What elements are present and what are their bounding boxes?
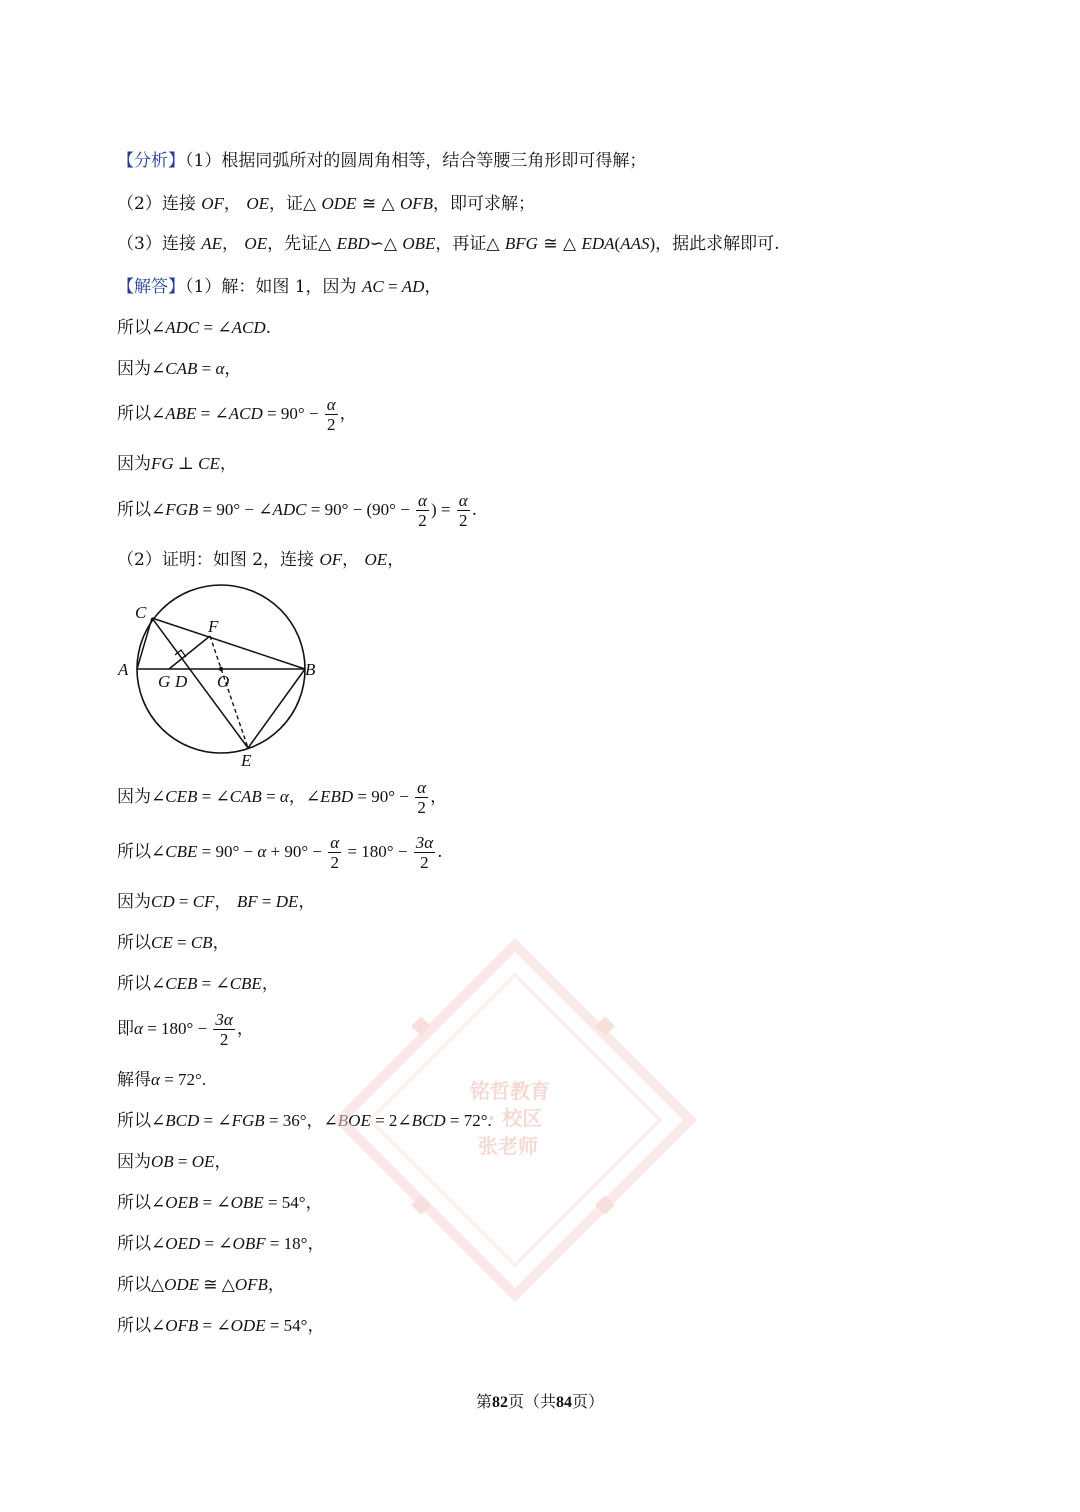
solution-line-15: 所以∠BCD = ∠FGB = 36°，∠BOE = 2∠BCD = 72°. — [117, 1111, 492, 1131]
watermark — [330, 935, 700, 1305]
solution-line-18: 所以∠OED = ∠OBF = 18°， — [117, 1234, 325, 1254]
solution-line-16: 因为OB = OE， — [117, 1152, 232, 1172]
segment-GF — [169, 636, 210, 669]
solution-line-17: 所以∠OEB = ∠OBE = 54°， — [117, 1193, 323, 1213]
solution-line-11: 所以CE = CB， — [117, 933, 230, 953]
solution-line-1: 【解答】（1）解：如图 1，因为 AC = AD， — [117, 277, 442, 297]
total-pages: 84 — [556, 1394, 572, 1411]
fraction: $\frac{\alpha}{2}$ — [326, 395, 336, 434]
label-G: G — [158, 672, 171, 691]
label-F: F — [208, 617, 219, 636]
analysis-line-2: （2）连接 OF， OE，证△ ODE ≅ △ OFB，即可求解； — [117, 194, 536, 214]
analysis-tag: 【分析】 — [117, 151, 185, 171]
watermark-line-2: · 校区 — [487, 1106, 543, 1130]
solution-line-2: 所以∠ADC = ∠ACD. — [117, 318, 271, 338]
solution-line-4: 所以∠ABE = ∠ACD = 90° − $\frac{\alpha}{2}$ ， — [117, 395, 357, 434]
solution-line-14: 解得α = 72°. — [117, 1070, 207, 1090]
segment-FE-dashed — [210, 636, 248, 748]
solution-line-12: 所以∠CEB = ∠CBE， — [117, 974, 279, 994]
label-C: C — [135, 603, 147, 622]
current-page: 82 — [491, 1394, 508, 1411]
page-footer: 第82页（共84页） — [475, 1392, 605, 1411]
analysis-line-3: （3）连接 AE， OE，先证△ EBD∽△ OBE，再证△ BFG ≅ △ EDA(AAS)，据此求解即可. — [117, 234, 780, 254]
solution-line-9: 所以∠CBE = 90° − α + 90° − $\frac{\alpha}{2}$ = 180° − $\frac{3\alpha}{2}$ . — [117, 833, 443, 872]
label-A: A — [118, 660, 129, 679]
fraction: $\frac{\alpha}{2}$ — [418, 491, 427, 530]
label-D: D — [175, 672, 188, 691]
center-point — [219, 667, 223, 671]
watermark-line-3: 张老师 — [478, 1134, 538, 1158]
solution-tag: 【解答】 — [117, 277, 185, 297]
label-B: B — [305, 660, 316, 679]
solution-line-3: 因为∠CAB = α， — [117, 359, 242, 379]
label-O: O — [217, 672, 230, 691]
solution-line-19: 所以△ODE ≅ △OFB， — [117, 1275, 285, 1295]
solution-line-10: 因为CD = CF， BF = DE， — [117, 892, 316, 912]
solution-line-8: 因为∠CEB = ∠CAB = α，∠EBD = 90° − $\frac{\alpha}{2}$ ， — [117, 778, 448, 817]
fraction: $\frac{3\alpha}{2}$ — [215, 1010, 233, 1049]
fraction: $\frac{3\alpha}{2}$ — [415, 833, 434, 872]
solution-line-20: 所以∠OFB = ∠ODE = 54°， — [117, 1316, 325, 1336]
analysis-line-1: 【分析】（1）根据同弧所对的圆周角相等，结合等腰三角形即可得解； — [117, 151, 647, 171]
solution-line-7: （2）证明：如图 2，连接 OF， OE， — [117, 550, 405, 570]
solution-line-13: 即α = 180° − $\frac{3\alpha}{2}$ ， — [117, 1010, 254, 1049]
segment-CB — [152, 618, 305, 669]
label-E: E — [241, 751, 252, 770]
fraction: $\frac{\alpha}{2}$ — [417, 778, 427, 817]
geometry-figure — [113, 580, 333, 775]
solution-line-5: 因为FG ⊥ CE， — [117, 454, 237, 474]
fraction: $\frac{\alpha}{2}$ — [330, 833, 340, 872]
solution-line-6: 所以∠FGB = 90° − ∠ADC = 90° − (90° − $\frac{\alpha}{2}$ ) = $\frac{\alpha}{2}$ . — [117, 491, 478, 530]
segment-EB — [248, 669, 305, 748]
fraction: $\frac{\alpha}{2}$ — [458, 491, 468, 530]
watermark-line-1: 铭哲教育 — [470, 1079, 550, 1103]
segment-CA — [137, 618, 152, 669]
